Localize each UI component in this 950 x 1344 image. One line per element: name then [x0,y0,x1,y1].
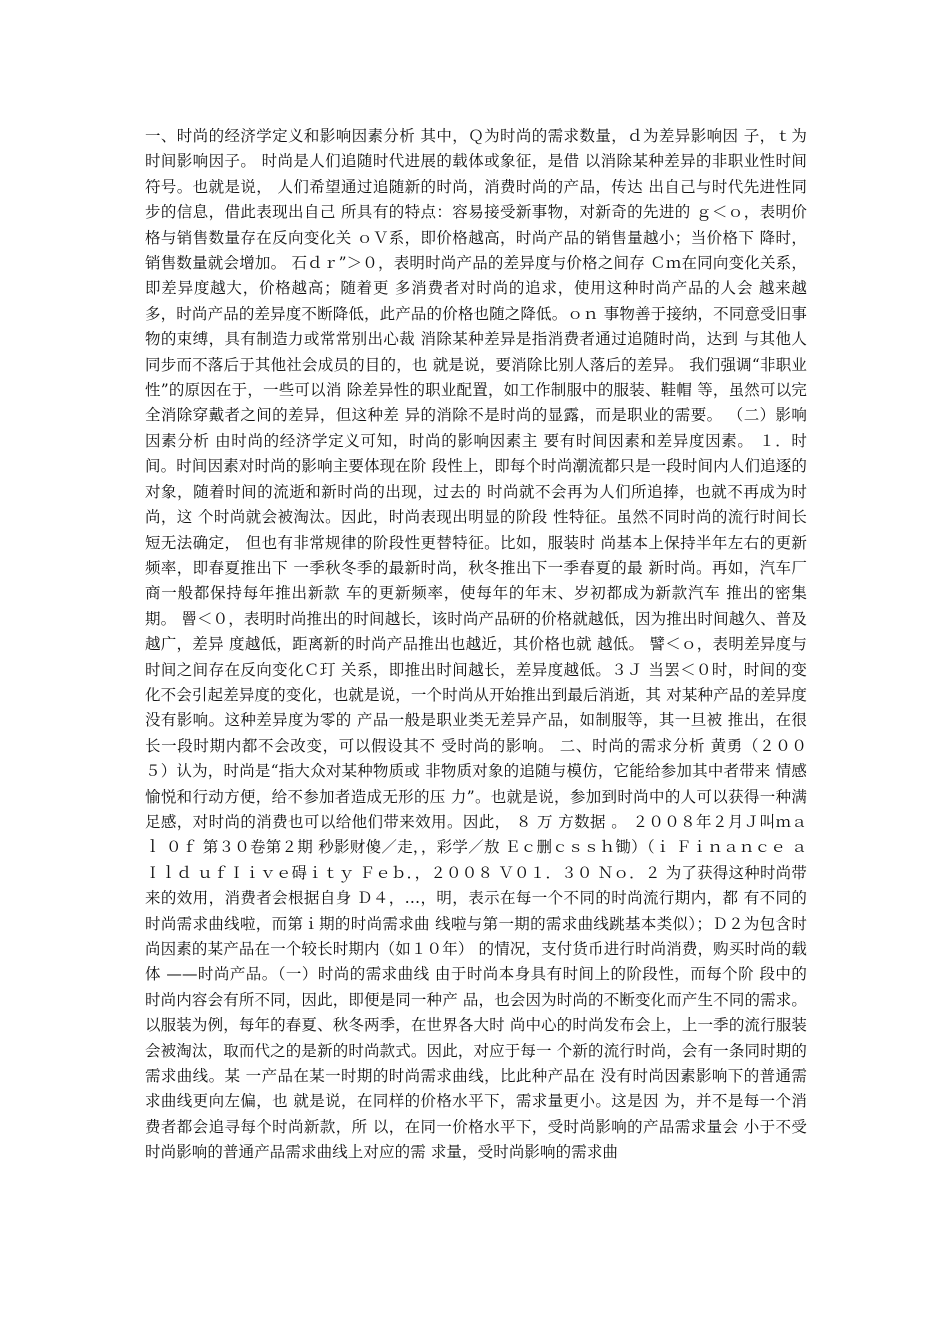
body-paragraph: 一、时尚的经济学定义和影响因素分析 其中，Ｑ为时尚的需求数量，ｄ为差异影响因 子，ｔ为时间影响因子。 时尚是人们追随时代进展的载体或象征，是借 以消除某种差异的非职业性时间符号。也就是说， 人们希望通过追随新的时尚，消费时尚的产品，传达 出自己与时代先进性同步的信息，借此表现出自己 所具有的特点：容易接受新事物，对新奇的先进的 ｇ＜ｏ，表明价格与销售数量存在反向变化关 ｏＶ系，即价格越高，时尚产品的销售量越小；当价格下 降时，销售数量就会增加。 石ｄｒ”＞０，表明时尚产品的差异度与价格之间存 Ｃｍ在同向变化关系，即差异度越大，价格越高；随着更 多消费者对时尚的追求，使用这种时尚产品的人会 越来越多，时尚产品的差异度不断降低，此产品的价格也随之降低。ｏｎ 事物善于接纳，不同意受旧事物的束缚，具有制造力或常常别出心裁 消除某种差异是指消费者通过追随时尚，达到 与其他人同步而不落后于其他社会成员的目的，也 就是说，要消除比别人落后的差异。 我们强调“非职业性”的原因在于，一些可以消 除差异性的职业配置，如工作制服中的服装、鞋帽 等，虽然可以完全消除穿戴者之间的差异，但这种差 异的消除不是时尚的显露，而是职业的需要。 （二）影响因素分析 由时尚的经济学定义可知，时尚的影响因素主 要有时间因素和差异度因素。 １．时间。时间因素对时尚的影响主要体现在阶 段性上，即每个时尚潮流都只是一段时间内人们追逐的对象，随着时间的流逝和新时尚的出现，过去的 时尚就不会再为人们所追捧，也就不再成为时尚，这 个时尚就会被淘汰。因此，时尚表现出明显的阶段 性特征。虽然不同时尚的流行时间长短无法确定， 但也有非常规律的阶段性更替特征。比如，服装时 尚基本上保持半年左右的更新频率，即春夏推出下 一季秋冬季的最新时尚，秋冬推出下一季春夏的最 新时尚。再如，汽车厂商一般都保持每年推出新款 车的更新频率，使每年的年末、岁初都成为新款汽车 推出的密集期。 罾＜０，表明时尚推出的时间越长，该时尚产品研的价格就越低，因为推出时间越久、普及越广，差异 度越低，距离新的时尚产品推出也越近，其价格也就 越低。 譬＜ｏ，表明差异度与时间之间存在反向变化Ｃ玎 关系，即推出时间越长，差异度越低。３Ｊ 当罢＜０时，时间的变化不会引起差异度的变化，也就是说，一个时尚从开始推出到最后消逝，其 对某种产品的差异度没有影响。这种差异度为零的 产品一般是职业类无差异产品，如制服等，其一旦被 推出，在很长一段时期内都不会改变，可以假设其不 受时尚的影响。 二、时尚的需求分析 黄勇（２００５）认为，时尚是“指大众对某种物质或 非物质对象的追随与模仿，它能给参加其中者带来 情感愉悦和行动方便，给不参加者造成无形的压 力”。也就是说，参加到时尚中的人可以获得一种满足感，对时尚的消费也可以给他们带来效用。因此， ８ 万 方数据 。 ２００８年２月Ｊ叫ｍａｌ ０ｆ 第３０卷第２期 秒影财傻／走，，彩学／敖 Ｅｃ删ｃｓｓｈ锄）（ｉ Ｆｉｎａｎｃｅ ａＩｌｄ ｕｆＩｉｖｅ碍ｉｔｙ Ｆｅｂ．，２００８ Ｖ０１．３０ Ｎｏ．２ 为了获得这种时尚带来的效用，消费者会根据自身 Ｄ４，…，明，表示在每一个不同的时尚流行期内，都 有不同的时尚需求曲线啦，而第ｉ期的时尚需求曲 线啦与第一期的需求曲线跳基本类似）；Ｄ２为包含时尚因素的某产品在一个较长时期内（如１０年） 的情况，支付货币进行时尚消费，购买时尚的载体 ——时尚产品。（一）时尚的需求曲线 由于时尚本身具有时间上的阶段性，而每个阶 段中的时尚内容会有所不同，因此，即便是同一种产 品，也会因为时尚的不断变化而产生不同的需求。 以服装为例，每年的春夏、秋冬两季，在世界各大时 尚中心的时尚发布会上，上一季的流行服装会被淘汰，取而代之的是新的时尚款式。因此，对应于每一 个新的流行时尚，会有一条同时期的需求曲线。某 一产品在某一时期的时尚需求曲线，比此种产品在 没有时尚因素影响下的普通需求曲线更向左偏，也 就是说，在同样的价格水平下，需求量更小。这是因 为，并不是每一个消费者都会追寻每个时尚新款，所 以，在同一价格水平下，受时尚影响的产品需求量会 小于不受时尚影响的普通产品需求曲线上对应的需 求量，受时尚影响的需求曲 [145,127,807,1162]
